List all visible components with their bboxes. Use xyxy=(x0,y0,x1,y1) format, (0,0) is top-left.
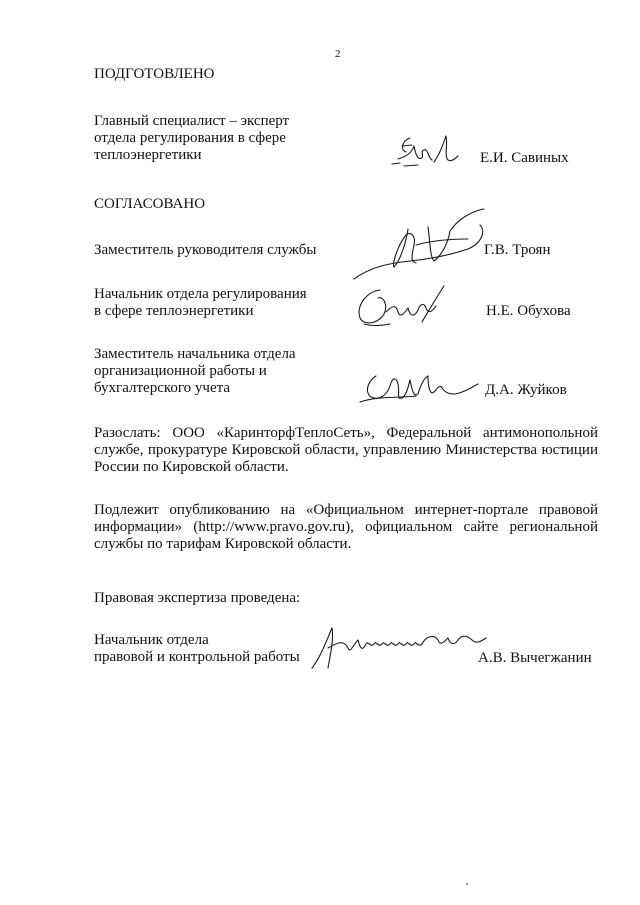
signer-1-name: Г.В. Троян xyxy=(484,242,551,258)
signer-1-position: Заместитель руководителя службы xyxy=(94,242,317,258)
signature-obukhova xyxy=(350,282,450,332)
signature-savinykh xyxy=(388,132,468,172)
signer-2-position: Начальник отдела регулирования в сфере теплоэнергетики xyxy=(94,286,307,319)
legal-review-position: Начальник отдела правовой и контрольной работы xyxy=(94,632,300,665)
prepared-position: Главный специалист – эксперт отдела регулирования в сфере теплоэнергетики xyxy=(94,113,290,163)
signature-zhuykov xyxy=(358,368,482,408)
publication-paragraph: Подлежит опубликованию на «Официальном интернет-портале правовой информации» (http://www.pravo.gov.ru), официальном сайте региональной службы по тарифам Кировской области. xyxy=(94,502,598,552)
signature-troyan xyxy=(350,205,490,285)
agreed-heading: СОГЛАСОВАНО xyxy=(94,196,206,212)
signer-3-name: Д.А. Жуйков xyxy=(485,382,567,398)
signature-vychegzhanin xyxy=(308,622,488,672)
scan-speck xyxy=(466,883,468,885)
distribution-paragraph: Разослать: ООО «КаринторфТеплоСеть», Федеральной антимонопольной службе, прокуратуре Кировской области, управлению Министерства юстиции России по Кировской области. xyxy=(94,425,598,475)
legal-review-statement: Правовая экспертиза проведена: xyxy=(94,590,301,606)
legal-review-name: А.В. Вычегжанин xyxy=(478,650,592,666)
signer-2-name: Н.Е. Обухова xyxy=(486,303,571,319)
prepared-heading: ПОДГОТОВЛЕНО xyxy=(94,66,215,82)
signer-3-position: Заместитель начальника отдела организационной работы и бухгалтерского учета xyxy=(94,346,296,396)
page-number: 2 xyxy=(335,48,341,60)
prepared-name: Е.И. Савиных xyxy=(480,150,569,166)
